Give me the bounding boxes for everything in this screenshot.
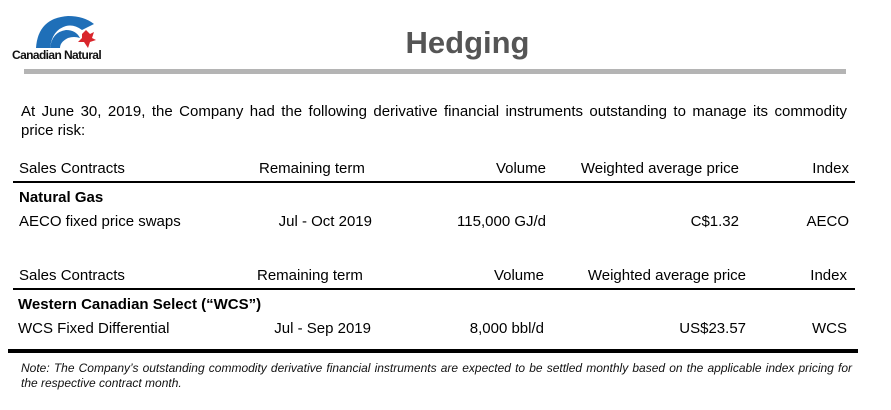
header-divider (13, 288, 855, 290)
header-sales-contracts: Sales Contracts (19, 267, 125, 284)
section-title-natural-gas: Natural Gas (19, 189, 104, 206)
page-title: Hedging (405, 25, 530, 60)
header-remaining-term: Remaining term (257, 267, 363, 284)
header-index: Index (810, 267, 847, 284)
cell-volume: 8,000 bbl/d (469, 320, 544, 337)
header-sales-contracts: Sales Contracts (19, 160, 125, 177)
header-weighted-average-price: Weighted average price (580, 160, 739, 177)
cell-remaining-term: Jul - Sep 2019 (274, 320, 371, 337)
header-divider (13, 181, 855, 183)
header-volume: Volume (493, 267, 544, 284)
cell-price: US$23.57 (679, 320, 746, 337)
table-header-row (13, 264, 855, 288)
cell-contract: WCS Fixed Differential (18, 320, 170, 337)
header-weighted-average-price: Weighted average price (587, 267, 746, 284)
section-row (13, 186, 855, 210)
section-row (13, 293, 855, 317)
cell-volume: 115,000 GJ/d (457, 213, 546, 230)
header-volume: Volume (495, 160, 546, 177)
cell-index: AECO (806, 213, 849, 230)
header-remaining-term: Remaining term (259, 160, 365, 177)
table-row (13, 317, 855, 341)
header-index: Index (812, 160, 849, 177)
natural-gas-table (13, 157, 855, 234)
cell-price: C$1.32 (690, 213, 739, 230)
table-row (13, 210, 855, 234)
section-title-wcs: Western Canadian Select (“WCS”) (18, 296, 262, 313)
logo-text: Canadian Natural (12, 48, 102, 62)
table-header-row (13, 157, 855, 181)
cell-index: WCS (812, 320, 847, 337)
wcs-table (13, 264, 855, 341)
bottom-divider (8, 349, 858, 353)
cell-contract: AECO fixed price swaps (19, 213, 181, 230)
title-divider (24, 69, 846, 74)
cell-remaining-term: Jul - Oct 2019 (278, 213, 372, 230)
footnote: Note: The Company’s outstanding commodity derivative financial instruments are expected to be settled monthly based on the applicable index pricing for the respective contract month. (21, 361, 852, 390)
intro-paragraph: At June 30, 2019, the Company had the following derivative financial instruments outstanding to manage its commodity price risk: (21, 103, 847, 139)
